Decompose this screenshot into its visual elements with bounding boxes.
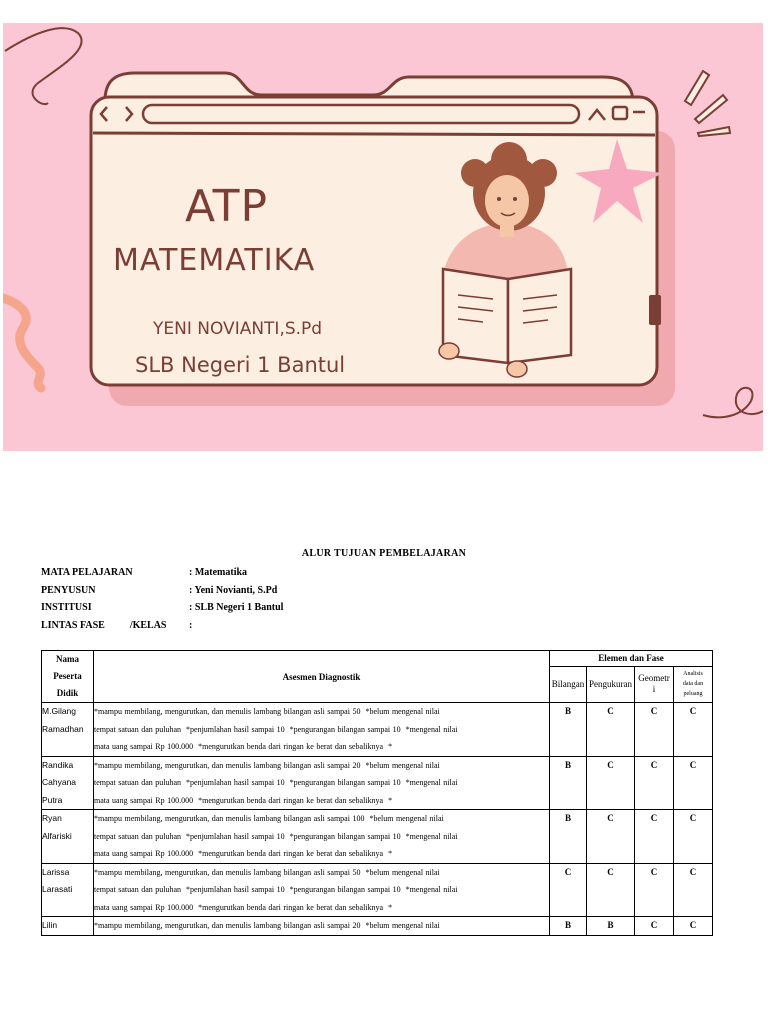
asesmen-line: mata uang sampai Rp 100.000 *mengurutkan benda dari ringan ke berat dan sebaliknya * (94, 902, 393, 912)
phase-bilangan-cell: B (550, 756, 587, 810)
asesmen-line: mata uang sampai Rp 100.000 *mengurutkan benda dari ringan ke berat dan sebaliknya * (94, 742, 393, 751)
asesmen-line: mata uang sampai Rp 100.000 *mengurutkan benda dari ringan ke berat dan sebaliknya * (94, 849, 393, 858)
meta-value: : Matematika (189, 564, 247, 582)
meta-label: MATA PELAJARAN (41, 567, 133, 578)
phase-pengukuran-cell: C (587, 810, 635, 864)
address-bar (143, 105, 579, 123)
student-name-cell (42, 810, 94, 864)
asesmen-cell (94, 703, 550, 757)
meta-value: : SLB Negeri 1 Bantul (189, 599, 283, 617)
atp-table-body (42, 703, 713, 936)
asesmen-line: *mampu membilang, mengurutkan, dan menulis lambang bilangan asli sampai 20 *belum mengenal nilai (94, 760, 440, 770)
student-name-line: Ramadhan (42, 723, 84, 734)
student-name-line: M.Gilang (42, 706, 77, 716)
scroll-indicator (649, 295, 661, 325)
student-name-cell (42, 917, 94, 936)
meta-value (189, 617, 192, 635)
phase-pengukuran-cell: C (587, 703, 635, 757)
squiggle-top-left (5, 28, 82, 104)
table-row (42, 917, 713, 936)
header-elemen-fase: Elemen dan Fase (550, 651, 713, 667)
cover-banner (3, 23, 763, 451)
asesmen-line: *mampu membilang, mengurutkan, dan menulis lambang bilangan asli sampai 20 *belum mengenal nilai (94, 921, 440, 930)
asesmen-line: tempat satuan dan puluhan *penjumlahan hasil sampai 10 *pengurangan bilangan sampai 10 *mengenal nilai (94, 885, 458, 894)
phase-bilangan-cell: B (550, 810, 587, 864)
header-bilangan: Bilangan (550, 666, 587, 702)
student-name-line: Putra (42, 794, 63, 805)
phase-pengukuran-cell: C (587, 756, 635, 810)
cover-subject: MATEMATIKA (113, 243, 316, 278)
asesmen-cell (94, 810, 550, 864)
student-name-cell (42, 756, 94, 810)
phase-geometri-cell: C (635, 917, 674, 936)
header-pengukuran: Pengukuran (587, 666, 635, 702)
asesmen-line: mata uang sampai Rp 100.000 *mengurutkan benda dari ringan ke berat dan sebaliknya * (94, 795, 393, 805)
student-name-line: Larasati (42, 884, 73, 894)
asesmen-line: *mampu membilang, mengurutkan, dan menulis lambang bilangan asli sampai 50 *belum mengenal nilai (94, 867, 440, 877)
asesmen-line: tempat satuan dan puluhan *penjumlahan hasil sampai 10 *pengurangan bilangan sampai 10 *mengenal nilai (94, 724, 458, 734)
student-name-line: Cahyana (42, 777, 77, 787)
phase-bilangan-cell: B (550, 917, 587, 936)
accent-strokes (685, 71, 730, 136)
student-name-cell (42, 863, 94, 917)
table-row (42, 810, 713, 864)
cover-illustration (3, 23, 763, 451)
student-name-line: Lilin (42, 920, 58, 930)
asesmen-line: tempat satuan dan puluhan *penjumlahan hasil sampai 10 *pengurangan bilangan sampai 10 *mengenal nilai (94, 778, 458, 787)
asesmen-cell (94, 756, 550, 810)
table-row (42, 863, 713, 917)
phase-geometri-cell: C (635, 756, 674, 810)
phase-geometri-cell: C (635, 863, 674, 917)
phase-analisis-cell: C (674, 810, 713, 864)
header-student-name: Nama Peserta Didik (42, 651, 94, 703)
phase-bilangan-cell: C (550, 863, 587, 917)
phase-geometri-cell: C (635, 810, 674, 864)
phase-bilangan-cell: B (550, 703, 587, 757)
header-analisis: Analisis data dan peluang (674, 666, 713, 702)
asesmen-line: tempat satuan dan puluhan *penjumlahan hasil sampai 10 *pengurangan bilangan sampai 10 *mengenal nilai (94, 831, 458, 841)
meta-label: INSTITUSI (41, 602, 92, 613)
asesmen-line: *mampu membilang, mengurutkan, dan menulis lambang bilangan asli sampai 100 *belum mengenal nilai (94, 814, 444, 823)
phase-analisis-cell: C (674, 703, 713, 757)
asesmen-cell (94, 863, 550, 917)
student-name-line: Randika (42, 759, 74, 770)
phase-pengukuran-cell: B (587, 917, 635, 936)
header-asesmen: Asesmen Diagnostik (94, 651, 550, 703)
squiggle-left (3, 298, 41, 388)
phase-analisis-cell: C (674, 756, 713, 810)
table-row (42, 703, 713, 757)
cover-school: SLB Negeri 1 Bantul (135, 353, 346, 377)
student-name-line: Alfariski (42, 830, 72, 841)
cover-author: YENI NOVIANTI,S.Pd (153, 319, 323, 339)
squiggle-bottom-right (703, 388, 763, 418)
student-name-line: Larissa (42, 866, 70, 877)
phase-analisis-cell: C (674, 917, 713, 936)
meta-label: LINTAS FASE /KELAS (41, 619, 167, 631)
meta-label: PENYUSUN (41, 584, 96, 596)
student-name-cell (42, 703, 94, 757)
meta-value: : Yeni Novianti, S.Pd (189, 582, 277, 600)
student-name-line: Ryan (42, 813, 62, 823)
table-row (42, 756, 713, 810)
phase-pengukuran-cell: C (587, 863, 635, 917)
asesmen-line: *mampu membilang, mengurutkan, dan menulis lambang bilangan asli sampai 50 *belum mengenal nilai (94, 707, 440, 716)
atp-table (41, 650, 713, 936)
phase-analisis-cell: C (674, 863, 713, 917)
header-geometri: Geometr i (635, 666, 674, 702)
asesmen-cell (94, 917, 550, 936)
document-title: ALUR TUJUAN PEMBELAJARAN (301, 548, 467, 559)
cover-title: ATP (185, 181, 269, 232)
phase-geometri-cell: C (635, 703, 674, 757)
